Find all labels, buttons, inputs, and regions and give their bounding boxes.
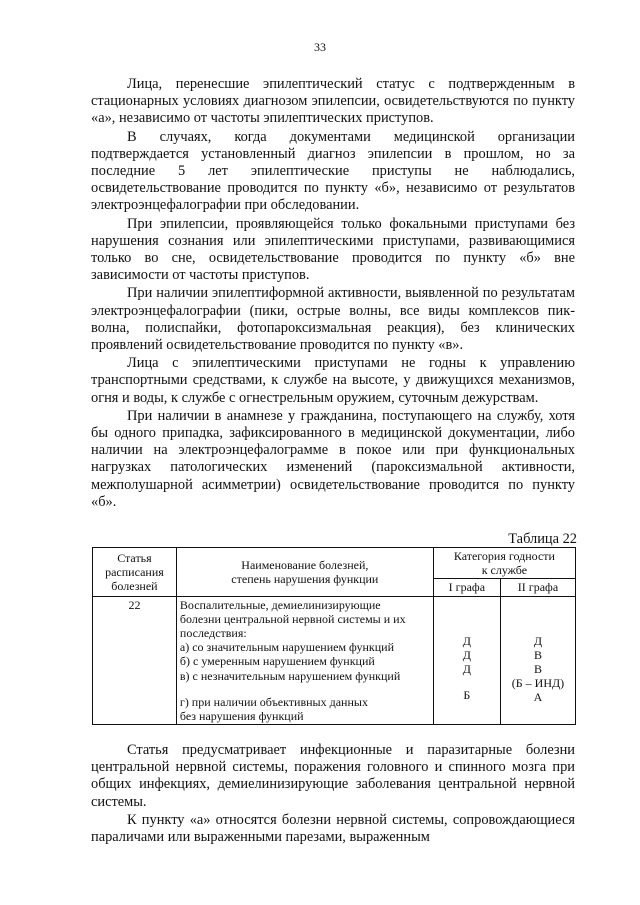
paragraph: В случаях, когда документами медицинской организации подтверждается установленный диагноз эпилепсии в прошлом, но за последние 5 лет эпилептические приступы не наблюдались, освидетельствование проводится по пункту «б», независимо от результатов электроэнцефалографии при обследовании. [91, 128, 575, 214]
paragraph: Статья предусматривает инфекционные и паразитарные болезни центральной нервной системы, поражения головного и спинного мозга при общих инфекциях, демиелинизирующие заболевания центральной нервной системы. [91, 742, 575, 810]
header-fitness-category: Категория годности к службе [433, 548, 575, 579]
paragraph: При эпилепсии, проявляющейся только фокальными приступами без нарушения сознания или эпилептическими приступами, развивающимися только во сне, освидетельствование проводится по пункту «б» вне зависимости от частоты приступов. [91, 215, 575, 284]
paragraph: При наличии в анамнезе у гражданина, поступающего на службу, хотя бы одного припадка, зафиксированного в медицинской документации, либо наличии на электроэнцефалограмме в покое или при функциональных нагрузках патологических изменений (пароксизмальной активности, межполушарной асимметрии) освидетельствование проводится по пункту «б». [91, 407, 575, 510]
paragraph: При наличии эпилептиформной активности, выявленной по результатам электроэнцефалографии (пики, острые волны, все виды комплексов пик-волна, полиспайки, фотопароксизмальная реакция), без клинических проявлений освидетельствование проводится по пункту «в». [91, 285, 575, 354]
disease-table [92, 547, 576, 725]
disease-name-cell: Воспалительные, демиелинизирующие болезни центральной нервной системы и их последствия: а) со значительным нарушением функций б) с умеренным нарушением функций в) с незначительным нарушением функций г) при наличии объективных данных без нарушения функций [176, 596, 433, 725]
header-column-1: I графа [433, 579, 500, 596]
table-caption: Таблица 22 [508, 531, 577, 547]
header-column-2: II графа [500, 579, 575, 596]
body-text-top [91, 76, 575, 512]
header-disease-name: Наименование болезней, степень нарушения функции [176, 548, 433, 597]
category-column-1-cell: Д Д Д Б [433, 596, 500, 725]
body-text-bottom [91, 742, 575, 847]
category-column-2-cell: Д В В (Б – ИНД) А [500, 596, 575, 725]
paragraph: Лица, перенесшие эпилептический статус с подтвержденным в стационарных условиях диагнозом эпилепсии, освидетельствуются по пункту «а», независимо от частоты эпилептических приступов. [91, 76, 575, 127]
header-article: Статья расписания болезней [93, 548, 177, 597]
paragraph: Лица с эпилептическими приступами не годны к управлению транспортными средствами, к службе на высоте, у движущихся механизмов, огня и воды, к службе с огнестрельным оружием, суточным дежурствам. [91, 355, 575, 406]
table-row [93, 596, 576, 725]
article-number: 22 [93, 596, 177, 725]
page-number: 33 [314, 40, 326, 54]
paragraph: К пункту «а» относятся болезни нервной системы, сопровождающиеся параличами или выраженными парезами, выраженным [91, 811, 575, 846]
table-header-row [93, 548, 576, 579]
